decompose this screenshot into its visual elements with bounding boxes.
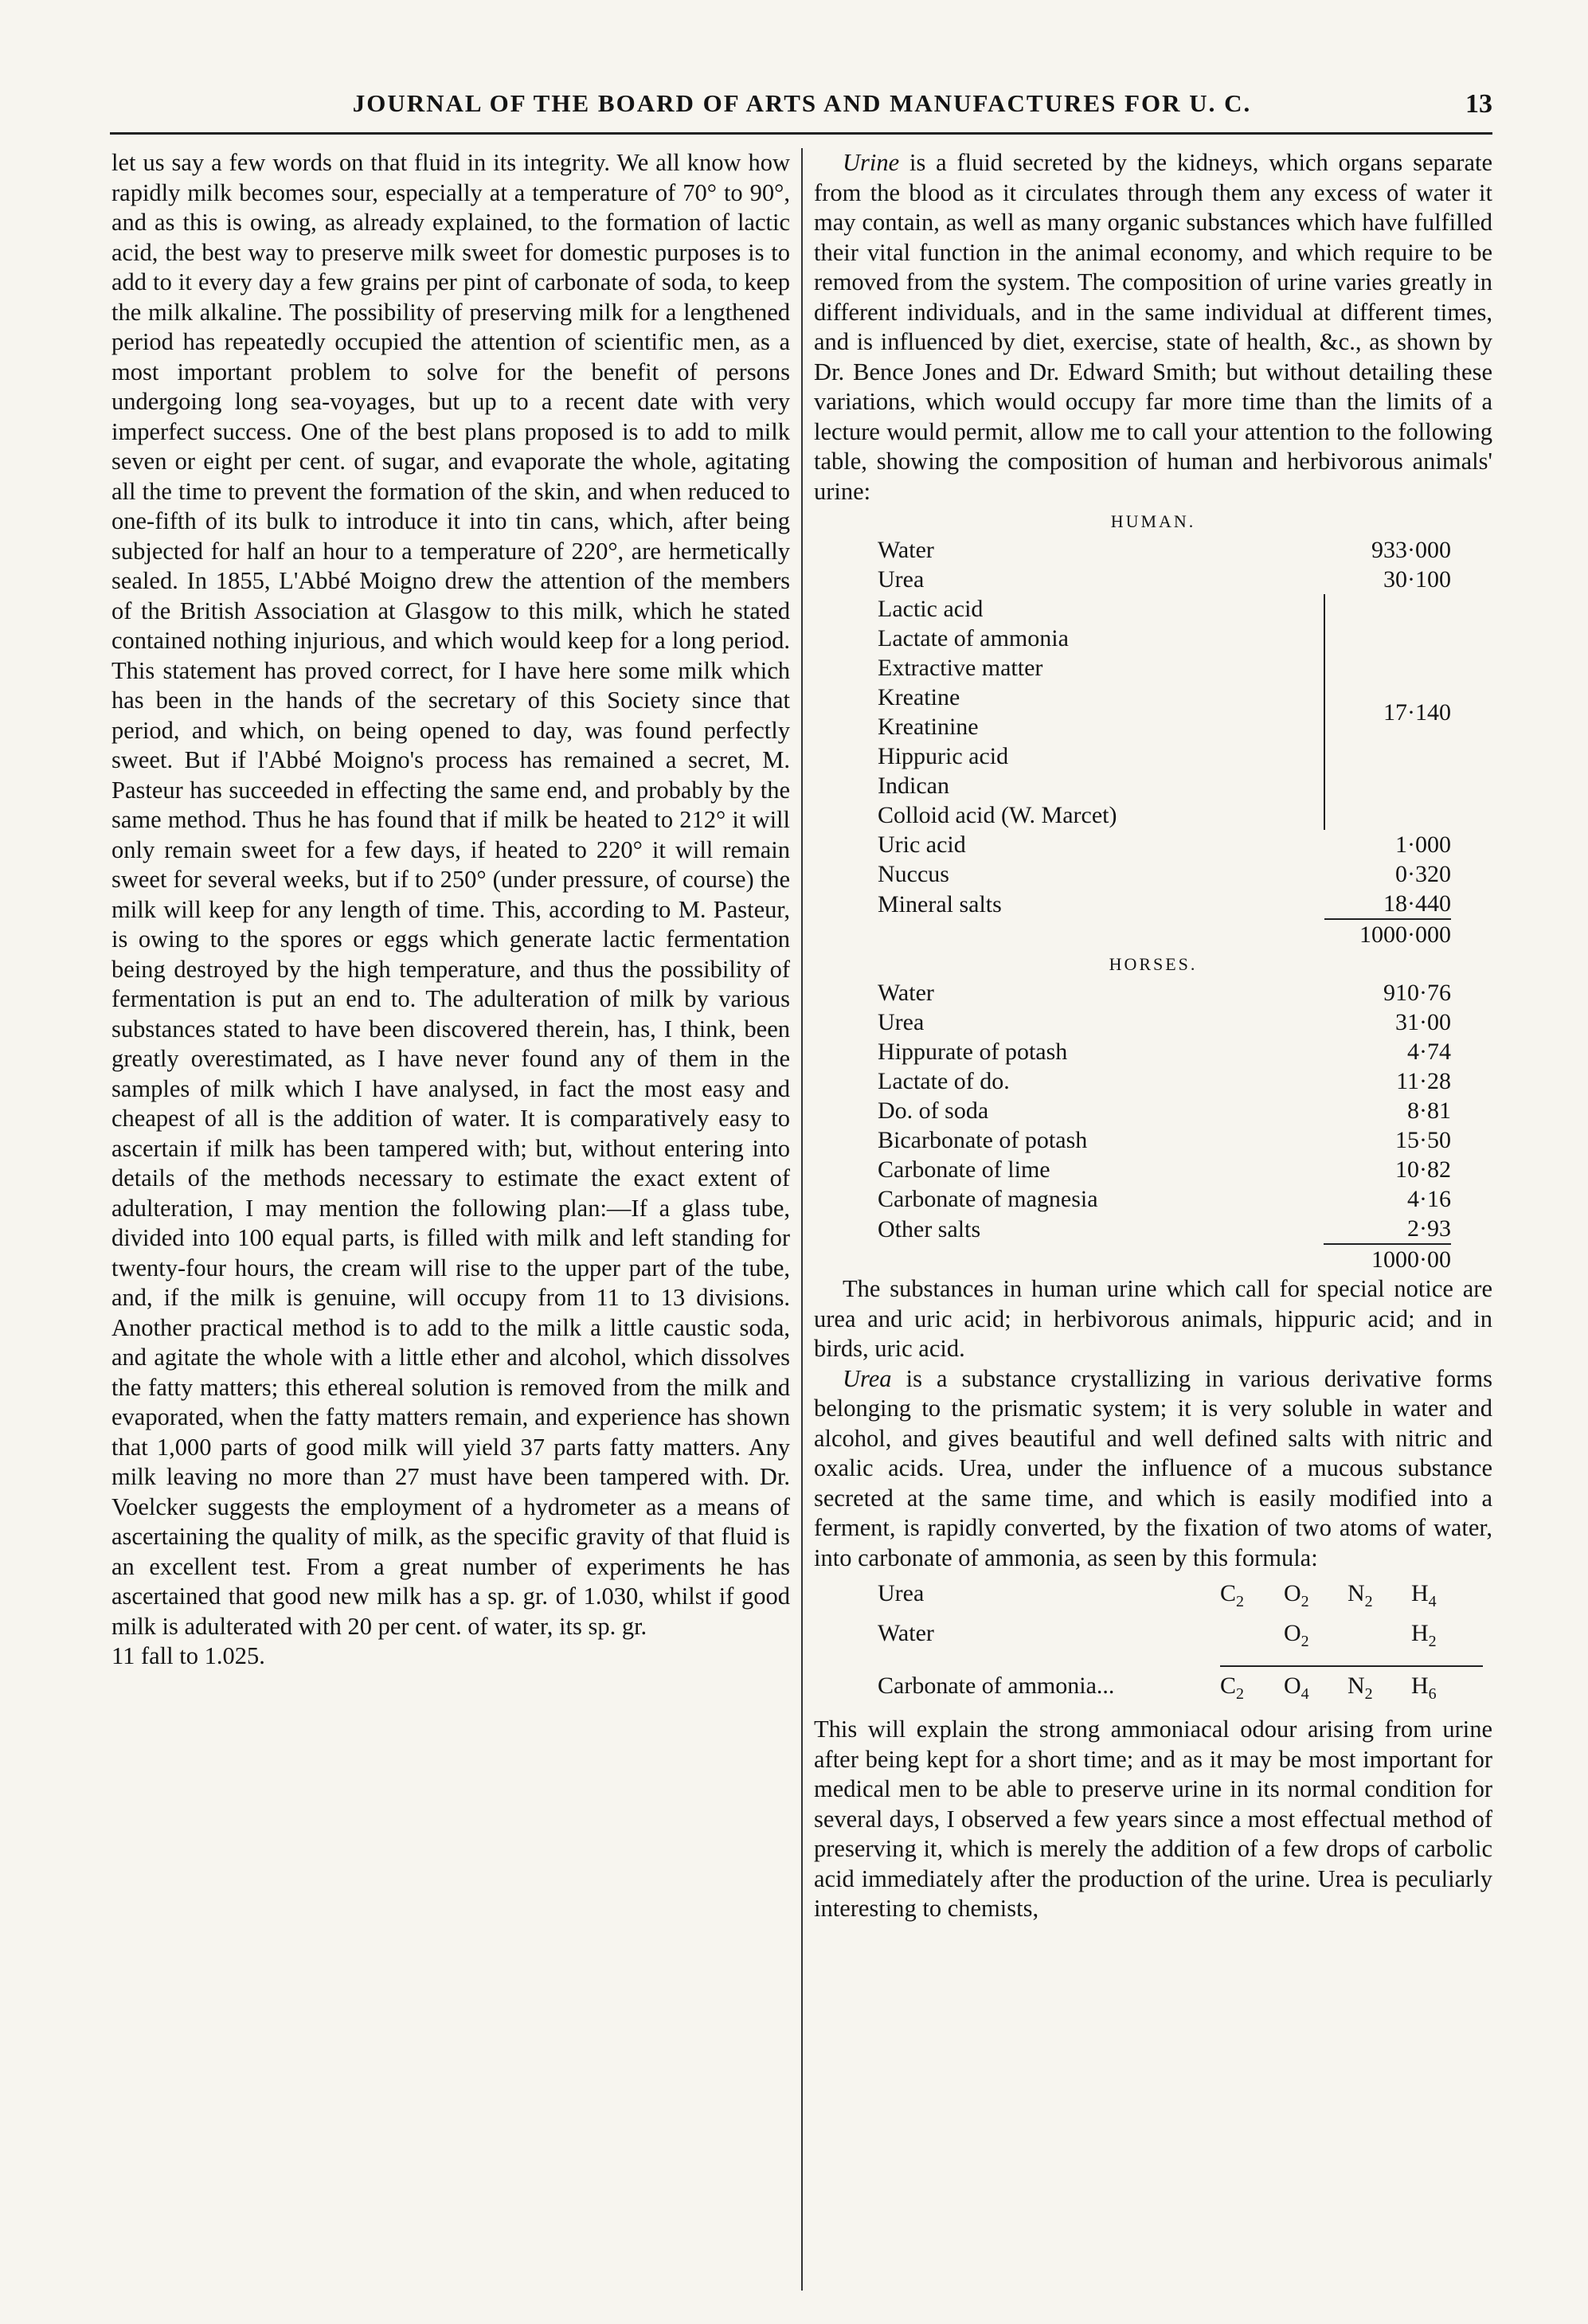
- total-row: [878, 919, 1451, 949]
- total-spacer: [878, 919, 1324, 949]
- human-urine-table: [878, 535, 1451, 949]
- human-caption: HUMAN.: [1110, 511, 1196, 531]
- element-count: 2: [1364, 1685, 1373, 1703]
- table-row: [878, 535, 1451, 565]
- substances-paragraph: The substances in human urine which call for special notice are urea and uric acid; in herbivorous animals, hippuric acid; and in birds, uric acid.: [814, 1275, 1492, 1362]
- row-value: 31·00: [1395, 1009, 1451, 1035]
- element-symbol: H: [1411, 1580, 1429, 1606]
- table-row: [878, 1184, 1451, 1214]
- right-column: [814, 148, 1492, 2283]
- element-symbol: O: [1284, 1673, 1301, 1699]
- table-row: [878, 889, 1451, 919]
- element-count: 2: [1428, 1633, 1437, 1650]
- row-label: Nuccus: [878, 861, 949, 887]
- element-symbol: N: [1347, 1580, 1365, 1606]
- formula-label: Water: [878, 1620, 934, 1646]
- element-count: 2: [1236, 1685, 1245, 1703]
- horses-caption: HORSES.: [1109, 954, 1198, 974]
- running-head: [111, 89, 1492, 127]
- row-value: 2·93: [1407, 1215, 1451, 1242]
- formula-symbol: [1411, 1670, 1475, 1710]
- horse-total: 1000·00: [1324, 1244, 1451, 1274]
- table-row: [878, 1155, 1451, 1184]
- grouped-label: Kreatine: [878, 683, 1324, 712]
- table-row: [878, 1066, 1451, 1096]
- grouped-label: Indican: [878, 771, 1324, 800]
- grouped-label: Lactic acid: [878, 594, 1324, 624]
- row-label: Water: [878, 537, 934, 563]
- grouped-label: Kreatinine: [878, 712, 1324, 741]
- row-label: Other salts: [878, 1216, 981, 1242]
- urine-term: Urine: [843, 149, 900, 176]
- formula-symbol: [1284, 1670, 1347, 1710]
- journal-title: JOURNAL OF THE BOARD OF ARTS AND MANUFACTURES FOR U. C.: [352, 89, 1252, 117]
- formula-label: Urea: [878, 1580, 925, 1606]
- row-label: Urea: [878, 1009, 925, 1035]
- row-value: 0·320: [1395, 861, 1451, 887]
- table-row: [878, 830, 1451, 859]
- urea-paragraph: [814, 1364, 1492, 1574]
- table-row: [878, 1037, 1451, 1066]
- left-column: [111, 148, 790, 2283]
- closing-paragraph: This will explain the strong ammoniacal odour arising from urine after being kept for a short time; and as it may be most important for medical men to be able to preserve urine in its normal condition for several days, I observed a few years since a most effectual method of preserving it, which is merely the addition of a few drops of carbolic acid immediately after the production of the urine. Urea is peculiarly interesting to chemists,: [814, 1716, 1492, 1922]
- page-number: 13: [1465, 89, 1492, 119]
- milk-paragraph-end: 11 fall to 1.025.: [111, 1642, 265, 1669]
- table-row: [878, 859, 1451, 889]
- row-value: 933·000: [1371, 537, 1451, 563]
- row-value: 910·76: [1383, 980, 1451, 1006]
- grouped-value: 17·140: [1383, 698, 1451, 726]
- formula-rule: [1220, 1665, 1483, 1667]
- column-divider: [801, 148, 803, 2291]
- row-label: Urea: [878, 566, 925, 593]
- row-value: 15·50: [1395, 1127, 1451, 1153]
- urea-term: Urea: [843, 1364, 892, 1392]
- formula-symbol: [1347, 1618, 1411, 1657]
- urine-paragraph: [814, 148, 1492, 507]
- row-value: 30·100: [1383, 566, 1451, 593]
- formula-symbol: [1347, 1578, 1411, 1618]
- element-symbol: H: [1411, 1673, 1429, 1699]
- row-label: Bicarbonate of potash: [878, 1127, 1088, 1153]
- table-row: [878, 1007, 1451, 1037]
- header-rule: [110, 132, 1492, 135]
- total-spacer: [878, 1244, 1324, 1274]
- element-count: 4: [1428, 1593, 1437, 1610]
- urine-text: is a fluid secreted by the kidneys, which organs separate from the blood as it circulates through them any excess of water it may contain, as well as many organic substances which have fulfilled their vital function in the animal economy, and which require to be removed from the system. The composition of urine varies greatly in different individuals, and in the same individual at different times, and is influenced by diet, exercise, state of health, &c., as shown by Dr. Bence Jones and Dr. Edward Smith; but without detailing these variations, which would occupy far more time than the limits of a lecture would permit, allow me to call your attention to the following table, showing the composition of human and herbivorous animals' urine:: [814, 149, 1492, 505]
- formula-symbol: [1411, 1578, 1475, 1618]
- formula-symbol: [1220, 1618, 1284, 1657]
- table-row: [878, 594, 1451, 624]
- formula-symbol: [1284, 1618, 1347, 1657]
- table-row: [878, 565, 1451, 594]
- row-label: Lactate of do.: [878, 1068, 1010, 1094]
- row-value: 1·000: [1395, 831, 1451, 858]
- row-label: Mineral salts: [878, 891, 1002, 917]
- element-symbol: O: [1284, 1580, 1301, 1606]
- row-value: 10·82: [1395, 1156, 1451, 1183]
- urea-formula: [878, 1578, 1492, 1710]
- human-total: 1000·000: [1324, 919, 1451, 949]
- formula-symbol: [1220, 1578, 1284, 1618]
- row-label: Hippurate of potash: [878, 1039, 1068, 1065]
- formula-label: Carbonate of ammonia...: [878, 1673, 1115, 1699]
- row-value: 11·28: [1396, 1068, 1451, 1094]
- grouped-label: Extractive matter: [878, 653, 1324, 683]
- row-value: 8·81: [1407, 1097, 1451, 1124]
- formula-symbol: [1411, 1618, 1475, 1657]
- urea-text: is a substance crystallizing in various derivative forms belonging to the prismatic system; it is very soluble in water and alcohol, and gives beautiful and well defined salts with nitric and oxalic acids. Urea, under the influence of a mucous substance secreted at the same time, and which is easily modified into a ferment, is rapidly converted, by the fixation of two atoms of water, into carbonate of ammonia, as seen by this formula:: [814, 1364, 1492, 1571]
- row-value: 4·16: [1407, 1186, 1451, 1212]
- element-count: 6: [1428, 1685, 1437, 1703]
- element-count: 2: [1301, 1633, 1309, 1650]
- table-row: [878, 1096, 1451, 1125]
- row-label: Carbonate of lime: [878, 1156, 1050, 1183]
- element-count: 2: [1364, 1593, 1373, 1610]
- formula-row: [878, 1578, 1492, 1618]
- grouped-label: Lactate of ammonia: [878, 624, 1324, 653]
- grouped-label: Colloid acid (W. Marcet): [878, 800, 1324, 830]
- element-symbol: H: [1411, 1620, 1429, 1646]
- element-count: 4: [1301, 1685, 1309, 1703]
- grouped-label: Hippuric acid: [878, 741, 1324, 771]
- element-count: 2: [1301, 1593, 1309, 1610]
- row-value: 18·440: [1383, 890, 1451, 917]
- table-row: [878, 978, 1451, 1007]
- element-symbol: C: [1220, 1580, 1237, 1606]
- formula-row: [878, 1670, 1492, 1710]
- element-symbol: O: [1284, 1620, 1301, 1646]
- table-row: [878, 1214, 1451, 1244]
- element-symbol: N: [1347, 1673, 1365, 1699]
- row-label: Uric acid: [878, 831, 966, 858]
- row-value: 4·74: [1407, 1039, 1451, 1065]
- milk-paragraph: let us say a few words on that fluid in its integrity. We all know how rapidly milk becomes sour, especially at a temperature of 70° to 90°, and as this is owing, as already explained, to the formation of lactic acid, the best way to preserve milk sweet for domestic purposes is to add to it every day a few grains per pint of carbonate of soda, to keep the milk alkaline. The possibility of preserving milk for a lengthened period has repeatedly occupied the attention of scientific men, as a most important problem to solve for the benefit of persons undergoing long sea-voyages, but up to a recent date with very imperfect success. One of the best plans proposed is to add to milk seven or eight per cent. of sugar, and evaporate the whole, agitating all the time to prevent the formation of the skin, and when reduced to one-fifth of its bulk to introduce it into tin cans, which, after being subjected for half an hour to a temperature of 220°, are hermetically sealed. In 1855, L'Abbé Moigno drew the attention of the members of the British Association at Glasgow to this milk, which he stated contained nothing injurious, and which would keep for a long period. This statement has proved correct, for I have here some milk which has been in the hands of the secretary of this Society since that period, and which, on being opened to day, was found perfectly sweet. But if l'Abbé Moigno's process has remained a secret, M. Pasteur has succeeded in effecting the same end, and probably by the same method. Thus he has found that if milk be heated to 212° it will only remain sweet for a few days, if heated to 220° it will remain sweet for several weeks, but if to 250° (under pressure, of course) the milk will keep for any length of time. This, according to M. Pasteur, is owing to the spores or eggs which generate lactic fermentation being destroyed by the high temperature, and thus the possibility of fermentation is put an end to. The adulteration of milk by various substances stated to have been discovered therein, has, I think, been greatly overestimated, as I have never found any of them in the samples of milk which I have analysed, in fact the most easy and cheapest of all is the addition of water. It is comparatively easy to ascertain if milk has been tampered with; but, without entering into details of the methods necessary to estimate the exact extent of adulteration, I may mention the following plan:—If a glass tube, divided into 100 equal parts, is filled with milk and left standing for twenty-four hours, the cream will rise to the upper part of the tube, and, if the milk is genuine, will occupy from 11 to 13 divisions. Another practical method is to add to the milk a little caustic soda, and agitate the whole with a little ether and alcohol, which dissolves the fatty matters; this ethereal solution is removed from the milk and evaporated, when the fatty matters remain, and experience has shown that 1,000 parts of good milk will yield 37 parts fatty matters. Any milk leaving no more than 27 must have been tampered with. Dr. Voelcker suggests the employment of a hydrometer as a means of ascertaining the quality of milk, as the specific gravity of that fluid is an excellent test. From a great number of experiments he has ascertained that good new milk has a sp. gr. of 1.030, whilst if good milk is adulterated with 20 per cent. of water, its sp. gr.: [111, 149, 790, 1640]
- element-count: 2: [1236, 1593, 1245, 1610]
- row-label: Water: [878, 980, 934, 1006]
- formula-symbol: [1220, 1670, 1284, 1710]
- formula-row: [878, 1618, 1492, 1657]
- row-label: Carbonate of magnesia: [878, 1186, 1098, 1212]
- formula-symbol: [1347, 1670, 1411, 1710]
- table-row: [878, 1125, 1451, 1155]
- element-symbol: C: [1220, 1673, 1237, 1699]
- total-row: [878, 1244, 1451, 1274]
- row-label: Do. of soda: [878, 1097, 989, 1124]
- horse-urine-table: [878, 978, 1451, 1274]
- formula-symbol: [1284, 1578, 1347, 1618]
